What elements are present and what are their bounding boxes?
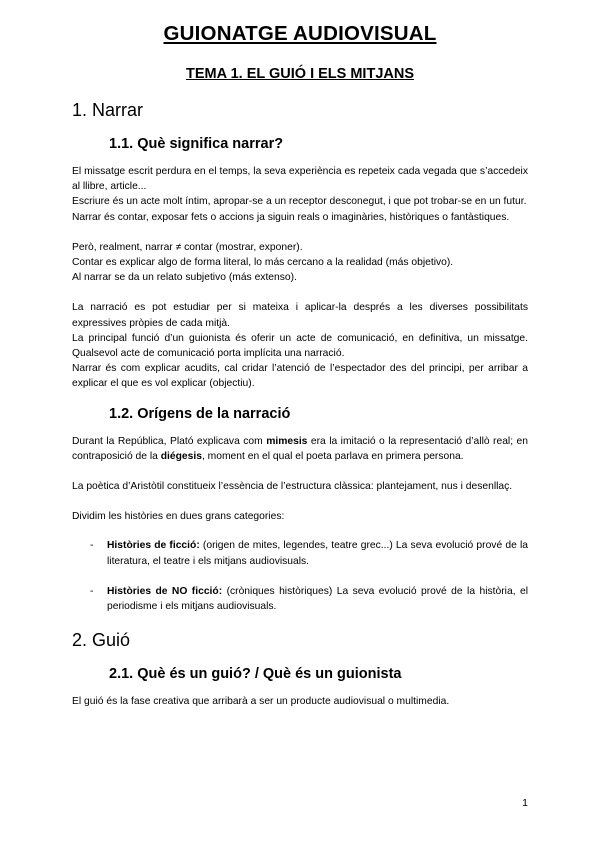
list-item: - Històries de NO ficció: (cròniques històriques) La seva evolució prové de la història, el periodisme i els mitjans audiovisuals. <box>90 585 528 613</box>
paragraph: La poètica d’Aristòtil constitueix l’essència de l’estructura clàssica: plantejament, nus i desenllaç. <box>72 481 513 493</box>
section-heading-narrar: 1. Narrar <box>72 100 144 120</box>
term-mimesis: mimesis <box>266 435 308 447</box>
paragraph: El missatge escrit perdura en el temps, la seva experiència es repeteix cada vegada que s’accedeix al llibre, article... <box>72 166 528 193</box>
paragraph: Contar es explicar algo de forma literal, lo más cercano a la realidad (más objetivo). <box>72 257 454 269</box>
paragraph: Però, realment, narrar ≠ contar (mostrar, exponer). <box>72 241 303 253</box>
paragraph-mimesis: Durant la República, Plató explicava com mimesis era la imitació o la representació d’allò real; en contraposició de la diégesis, moment en el qual el poeta parlava en primera persona. <box>72 435 528 462</box>
term-diegesis: diégesis <box>160 450 202 462</box>
paragraph: La narració es pot estudiar per si mateixa i aplicar-la després a les diverses possibilitats expressives pròpies de cada mitjà. <box>72 302 528 329</box>
topic-title: TEMA 1. EL GUIÓ I ELS MITJANS <box>186 66 414 82</box>
list-item-label: Històries de ficció: <box>107 540 200 552</box>
section-heading-guio: 2. Guió <box>72 630 131 651</box>
paragraph: Al narrar se da un relato subjetivo (más extenso). <box>72 272 297 284</box>
story-categories-list <box>72 538 528 614</box>
paragraph: Narrar és contar, exposar fets o accions ja siguin reals o imaginàries, històriques o fantàstiques. <box>72 211 510 223</box>
subsection-body-1-1 <box>72 164 528 392</box>
document-title: GUIONATGE AUDIOVISUAL <box>163 22 437 45</box>
list-item-label: Històries de NO ficció: <box>107 585 223 597</box>
list-item: - Històries de ficció: (origen de mites, legendes, teatre grec...) La seva evolució prové de la literatura, el teatre i els mitjans audiovisuals. <box>90 540 528 567</box>
subsection-heading-1-2: 1.2. Orígens de la narració <box>109 405 291 422</box>
page-number: 1 <box>522 797 528 809</box>
subsection-body-1-2 <box>72 434 528 615</box>
subsection-heading-2-1: 2.1. Què és un guió? / Què és un guionista <box>109 666 402 683</box>
subsection-heading-1-1: 1.1. Què significa narrar? <box>109 136 284 152</box>
paragraph: La principal funció d’un guionista és oferir un acte de comunicació, en definitiva, un missatge. Qualsevol acte de comunicació porta implícita una narració. <box>72 332 528 360</box>
paragraph: Dividim les històries en dues grans categories: <box>72 511 285 523</box>
paragraph: Narrar és com explicar acudits, cal cridar l’atenció de l’espectador des del principi, per arribar a explicar el que es vol explicar (objectiu). <box>72 363 528 390</box>
paragraph: El guió és la fase creativa que arribarà a ser un producte audiovisual o multimedia. <box>72 696 450 708</box>
paragraph: Escriure és un acte molt íntim, apropar-se a un receptor desconegut, i que pot trobar-se en un futur. <box>72 196 527 208</box>
